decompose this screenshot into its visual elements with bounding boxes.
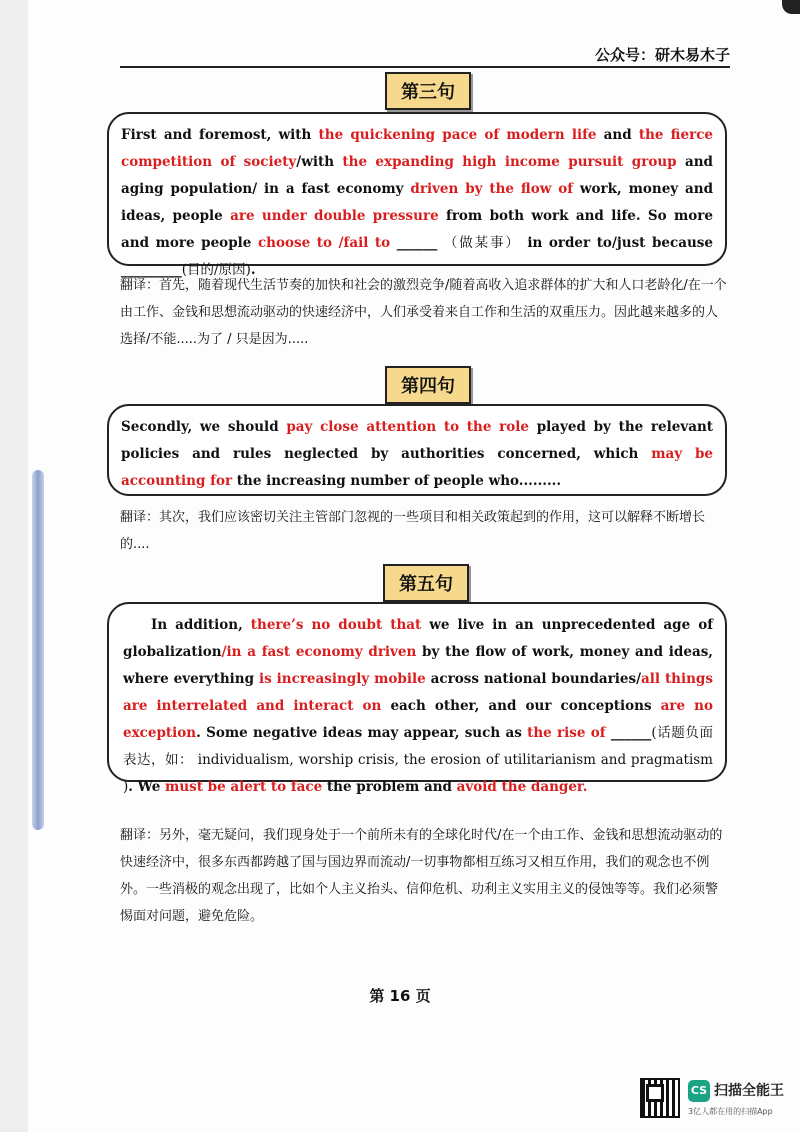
highlight-phrase: there’s no doubt that [250, 617, 422, 633]
sentence-text: the problem and [322, 779, 457, 795]
translation-5: 翻译：另外，毫无疑问，我们现身处于一个前所未有的全球化时代/在一个由工作、金钱和思想流动驱动的快速经济中，很多东西都跨越了国与国边界而流动/一切事物都相互练习又相互作用，我们的观念也不例外。一些消极的观念出现了，比如个人主义抬头、信仰危机、功利主义实用主义的侵蚀等等。我们必须警惕面对问题，避免危险。 [120, 828, 723, 924]
highlight-phrase: the fierce competition of society [121, 127, 714, 170]
highlight-phrase: the expanding high income pursuit group [342, 154, 677, 170]
sentence-text: /with [296, 154, 343, 170]
highlight-phrase: are under double pressure [230, 208, 439, 224]
binding-edge [32, 470, 44, 830]
sentence-text: across national boundaries/ [425, 671, 642, 687]
sentence-text: each other, and our conceptions [381, 698, 661, 714]
sentence-text: (目的/原因) [181, 262, 251, 278]
sentence-text: . Some negative ideas may appear, such as [196, 725, 528, 741]
highlight-phrase: may be accounting for [121, 446, 714, 489]
qr-code-icon [640, 1078, 680, 1118]
sentence-text: (话题负面表达，如： individualism, worship crisis, the erosion of utilitarianism and pragmatism ) [123, 725, 713, 795]
sentence-text: and aging population/ in a fast economy [121, 154, 713, 197]
sentence-text: ______ [390, 235, 444, 251]
scanner-app-name: 扫描全能王 [714, 1083, 784, 1099]
sentence-text: by the flow of work, money and ideas, where everything [123, 644, 713, 687]
sentence-box-4 [107, 404, 727, 496]
sentence-text: we live in an unprecedented age of globalization [123, 617, 714, 660]
sentence-box-3 [107, 112, 727, 278]
scanner-app-tagline: 3亿人都在用的扫描App [688, 1107, 773, 1116]
sentence-text: First and foremost, with [121, 127, 319, 143]
highlight-phrase: /in a fast economy driven [221, 644, 417, 660]
highlight-phrase: all things are interrelated and interact on [123, 671, 713, 714]
translation-3: 翻译：首先，随着现代生活节奏的加快和社会的激烈竞争/随着高收入追求群体的扩大和人口老龄化/在一个由工作、金钱和思想流动驱动的快速经济中，人们承受着来自工作和生活的双重压力。因此越来越多的人选择/不能.....为了 / 只是因为..... [120, 278, 727, 347]
sentence-text: and [596, 127, 639, 143]
sentence-text: ______ [605, 725, 652, 741]
sentence-box-5 [107, 602, 727, 795]
section-label-4: 第四句 [385, 366, 471, 404]
sentence-text: played by the relevant policies and rules neglected by authorities concerned, which [121, 419, 713, 462]
sentence-text: In addition, [151, 617, 251, 633]
highlight-phrase: choose to /fail to [257, 235, 391, 251]
sentence-text: work, money and ideas, people [121, 181, 714, 224]
highlight-phrase: driven by the flow of [410, 181, 574, 197]
highlight-phrase: pay close attention to the role [286, 419, 529, 435]
highlight-phrase: must be alert to face [165, 779, 323, 795]
sentence-text: . [250, 262, 256, 278]
highlight-phrase: are no exception [123, 698, 713, 741]
sentence-text: . We [128, 779, 166, 795]
highlight-phrase: the rise of [527, 725, 606, 741]
highlight-phrase: the quickening pace of modern life [318, 127, 597, 143]
camscanner-logo-icon: CS [688, 1080, 710, 1102]
account-name: 公众号：研木易木子 [594, 46, 730, 64]
page-number: 第 16 页 [369, 987, 431, 1005]
section-label-3: 第三句 [385, 72, 471, 110]
highlight-phrase: avoid the danger. [456, 779, 588, 795]
section-label-5: 第五句 [383, 564, 469, 602]
page-header [120, 40, 730, 68]
sentence-text: from both work and life. So more and more people [121, 208, 713, 251]
sentence-text: Secondly, we should [121, 419, 287, 435]
translation-4: 翻译：其次，我们应该密切关注主管部门忽视的一些项目和相关政策起到的作用，这可以解释不断增长的.... [120, 510, 706, 552]
highlight-phrase: is increasingly mobile [259, 671, 426, 687]
sentence-text: （做某事） [443, 235, 521, 251]
sentence-text: the increasing number of people who......... [232, 473, 562, 489]
sentence-text: in order to/just because _________ [121, 235, 713, 278]
